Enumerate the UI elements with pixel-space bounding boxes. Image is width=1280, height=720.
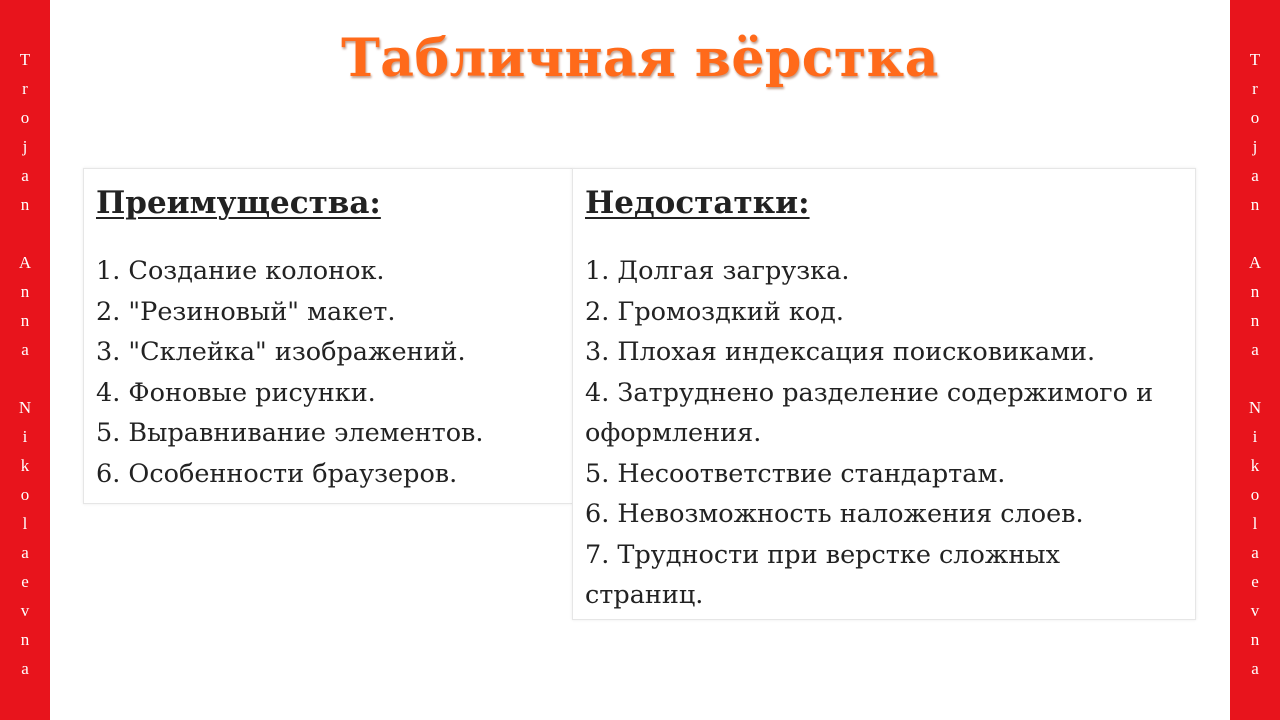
side-letter: a (1251, 659, 1259, 678)
side-letter: l (22, 514, 28, 533)
side-letter: a (21, 659, 29, 678)
side-letter: k (1250, 456, 1260, 475)
side-letter: N (1248, 398, 1262, 417)
side-letter: l (1252, 514, 1258, 533)
list-item: 1. Долгая загрузка. (585, 256, 850, 286)
side-letter: T (19, 50, 31, 69)
side-letter: n (20, 195, 30, 214)
side-letter: T (1249, 50, 1261, 69)
right-side-bar (1230, 0, 1280, 720)
side-letter: n (1250, 195, 1260, 214)
side-letter: r (22, 79, 28, 98)
side-letter: A (1248, 253, 1262, 272)
side-letter: n (20, 630, 30, 649)
list-item: 6. Особенности браузеров. (96, 458, 458, 489)
side-letter: i (1252, 427, 1258, 446)
side-letter: n (1250, 282, 1260, 301)
list-item: 4. Затруднено разделение содержимого и оформления. (585, 377, 1154, 448)
side-letter: i (22, 427, 28, 446)
side-letter: e (21, 572, 29, 591)
side-letter: n (1250, 311, 1260, 330)
side-letter: j (22, 137, 28, 156)
side-letter: e (1251, 572, 1259, 591)
side-letter: a (21, 340, 29, 359)
side-letter: o (1250, 485, 1260, 504)
side-letter: r (1252, 79, 1258, 98)
list-item: 1. Создание колонок. (96, 256, 385, 286)
list-item: 2. "Резиновый" макет. (96, 296, 396, 327)
side-letter: a (1251, 543, 1259, 562)
advantages-panel (83, 168, 573, 504)
advantages-list (96, 251, 484, 494)
side-letter: A (18, 253, 32, 272)
side-letter: v (20, 601, 30, 620)
list-item: 7. Трудности при верстке сложных страниц. (585, 539, 1060, 610)
advantages-heading: Преимущества: (96, 185, 381, 221)
side-letter: k (20, 456, 30, 475)
list-item: 5. Несоответствие стандартам. (585, 458, 1006, 489)
disadvantages-heading: Недостатки: (585, 185, 810, 221)
left-side-bar (0, 0, 50, 720)
page-title: Табличная вёрстка (341, 28, 939, 89)
side-letter: a (1251, 340, 1259, 359)
side-letter: v (1250, 601, 1260, 620)
list-item: 4. Фоновые рисунки. (96, 377, 376, 408)
list-item: 6. Невозможность наложения слоев. (585, 499, 1084, 529)
list-item: 2. Громоздкий код. (585, 296, 844, 327)
side-letter: o (20, 485, 30, 504)
side-letter: n (20, 282, 30, 301)
side-letter: N (18, 398, 32, 417)
side-letter: j (1252, 137, 1258, 156)
list-item: 3. Плохая индексация поисковиками. (585, 337, 1096, 367)
side-letter: a (21, 166, 29, 185)
list-item: 3. "Склейка" изображений. (96, 337, 466, 367)
list-item: 5. Выравнивание элементов. (96, 418, 484, 448)
side-letter: o (1250, 108, 1260, 127)
side-letter: a (1251, 166, 1259, 185)
disadvantages-list (585, 251, 1185, 616)
side-letter: a (21, 543, 29, 562)
side-letter: n (20, 311, 30, 330)
side-letter: o (20, 108, 30, 127)
disadvantages-panel (572, 168, 1196, 620)
side-letter: n (1250, 630, 1260, 649)
